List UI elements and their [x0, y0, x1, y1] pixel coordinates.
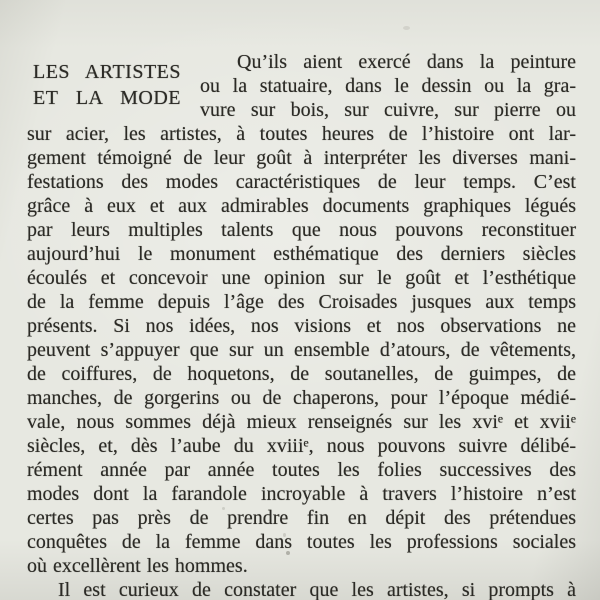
text-line: Il est curieux de constater que les artistes, si prompts à	[58, 579, 576, 600]
chapter-heading-line-2: ET LA MODE	[33, 87, 181, 109]
page-text-block	[27, 50, 576, 600]
text-line: sur acier, les artistes, à toutes heures de l’histoire ont lar-	[27, 123, 576, 145]
text-line: ou la statuaire, dans le dessin ou la gra-	[200, 75, 576, 97]
text-line: par leurs multiples talents que nous pouvons reconstituer	[27, 219, 576, 241]
text-line: grâce à eux et aux admirables documents graphiques légués	[27, 195, 576, 217]
paper-speck	[222, 507, 225, 510]
text-line: de coiffures, de hoquetons, de soutanelles, de guimpes, de	[27, 363, 576, 385]
text-line: siècles, et, dès l’aube du xviiiᵉ, nous pouvons suivre délibé-	[27, 435, 576, 457]
text-line: conquêtes de la femme dans toutes les professions sociales	[27, 531, 576, 553]
text-line: écoulés et concevoir une opinion sur le goût et l’esthétique	[27, 267, 576, 289]
chapter-heading-line-1: LES ARTISTES	[33, 61, 181, 83]
text-line: Qu’ils aient exercé dans la peinture	[237, 51, 576, 73]
text-line: peuvent s’appuyer que sur un ensemble d’atours, de vêtements,	[27, 339, 576, 361]
text-line: modes dont la farandole incroyable à travers l’histoire n’est	[27, 483, 576, 505]
text-line: gement témoigné de leur goût à interpréter les diverses mani-	[27, 147, 576, 169]
text-line: aujourd’hui le monument esthématique des derniers siècles	[27, 243, 576, 265]
paper-speck	[283, 533, 286, 537]
text-line: festations des modes caractéristiques de leur temps. C’est	[27, 171, 576, 193]
paper-speck	[286, 551, 290, 555]
text-line: présents. Si nos idées, nos visions et nos observations ne	[27, 315, 576, 337]
paper-speck	[403, 26, 410, 30]
text-line: vure sur bois, sur cuivre, sur pierre ou	[200, 99, 576, 121]
text-line: rément année par année toutes les folies successives des	[27, 459, 576, 481]
chapter-heading	[33, 59, 181, 111]
heading-column	[27, 50, 200, 122]
text-line: vale, nous sommes déjà mieux renseignés sur les xviᵉ et xviiᵉ	[27, 411, 576, 433]
opening-section	[27, 50, 576, 122]
text-line: certes pas près de prendre fin en dépit des prétendues	[27, 507, 576, 529]
text-line: manches, de gorgerins ou de chaperons, pour l’époque médié-	[27, 387, 576, 409]
paragraph-closing-line: où excellèrent les hommes.	[27, 555, 248, 577]
text-line: de la femme depuis l’âge des Croisades jusques aux temps	[27, 291, 576, 313]
wrapped-text-column	[200, 50, 576, 122]
